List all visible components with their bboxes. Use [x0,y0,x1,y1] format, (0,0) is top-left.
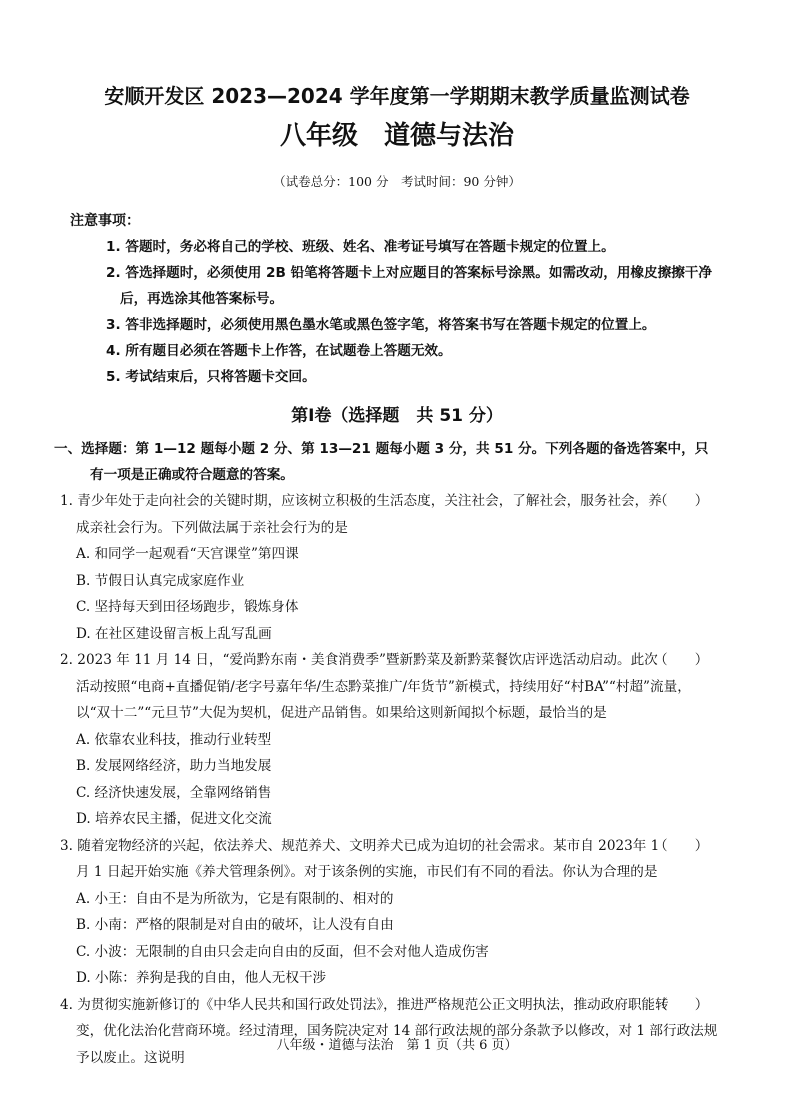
options [76,541,718,647]
option-c: C. 经济快速发展，全靠网络销售 [76,784,272,801]
note-item: 5. 考试结束后，只将答题卡交回。 [106,369,316,385]
option-b: B. 发展网络经济，助力当地发展 [76,758,272,774]
options [76,886,718,992]
note-item: 1. 答题时，务必将自己的学校、班级、姓名、准考证号填写在答题卡规定的位置上。 [106,239,615,255]
question-text: 4. 为贯彻实施新修订的《中华人民共和国行政处罚法》，推进严格规范公正文明执法，推动政府职能转变，优化法治化营商环境。经过清理，国务院决定对 14 部行政法规的部分条款予以修改，对 1 部行政法规予以废止。这说明 [60,996,718,1066]
question-stem [60,488,718,541]
question-text: 1. 青少年处于走向社会的关键时期，应该树立积极的生活态度，关注社会，了解社会，服务社会，养成亲社会行为。下列做法属于亲社会行为的是 [60,493,662,536]
answer-bracket: （ ） [654,996,709,1013]
question-2 [60,647,718,833]
section-instructions: 一、选择题：第 1—12 题每小题 2 分、第 13—21 题每小题 3 分，共 51 分。下列各题的备选答案中，只有一项是正确或符合题意的答案。 [54,441,709,483]
option-b: B. 小南：严格的限制是对自由的破坏，让人没有自由 [76,917,394,933]
option-a: A. 依靠农业科技，推动行业转型 [76,731,272,748]
notes-heading: 注意事项： [70,213,140,229]
section-title: 第Ⅰ卷（选择题 共 51 分） [291,406,503,426]
exam-title: 安顺开发区 2023—2024 学年度第一学期期末教学质量监测试卷 [104,84,690,108]
option-b: B. 节假日认真完成家庭作业 [76,572,245,589]
option-c: C. 坚持每天到田径场跑步，锻炼身体 [76,599,299,615]
option-d: D. 培养农民主播，促进文化交流 [76,811,272,827]
note-item: 2. 答选择题时，必须使用 2B 铅笔将答题卡上对应题目的答案标号涂黑。如需改动，用橡皮擦擦干净后，再选涂其他答案标号。 [106,265,712,307]
option-a: A. 和同学一起观看“天宫课堂”第四课 [76,546,299,562]
question-3 [60,833,718,992]
page-footer: 八年级・道德与法治 第 1 页（共 6 页） [276,1038,518,1053]
answer-bracket: （ ） [654,837,709,854]
notes-block [70,208,718,390]
note-item: 3. 答非选择题时，必须使用黑色墨水笔或黑色签字笔，将答案书写在答题卡规定的位置上。 [106,317,656,333]
option-d: D. 在社区建设留言板上乱写乱画 [76,625,272,642]
question-text: 3. 随着宠物经济的兴起，依法养犬、规范养犬、文明养犬已成为迫切的社会需求。某市自 2023年 1 月 1 日起开始实施《养犬管理条例》。对于该条例的实施，市民们有不同的看法。你认为合理的是 [60,837,660,880]
option-d: D. 小陈：养狗是我的自由，他人无权干涉 [76,970,327,986]
answer-bracket: （ ） [654,652,709,668]
question-stem [60,833,718,886]
question-text: 2. 2023 年 11 月 14 日，“爱尚黔东南・美食消费季”暨新黔菜及新黔菜餐饮店评选活动启动。此次活动按照“电商+直播促销/老字号嘉年华/生态黔菜推广/年货节”新模式，持续用好“村BA”“村超”流量，以“双十二”“元旦节”大促为契机，促进产品销售。如果给这则新闻拟个标题，最恰当的是 [60,652,691,721]
notes-list [76,234,718,390]
question-1 [60,488,718,647]
answer-bracket: （ ） [654,493,709,509]
question-stem [60,647,718,727]
question-4 [60,992,718,1072]
question-stem [60,992,718,1072]
note-item: 4. 所有题目必须在答题卡上作答，在试题卷上答题无效。 [106,343,452,359]
option-c: C. 小波：无限制的自由只会走向自由的反面，但不会对他人造成伤害 [76,943,489,960]
option-a: A. 小王：自由不是为所欲为，它是有限制的、相对的 [76,890,394,907]
options [76,727,718,833]
exam-subject: 八年级 道德与法治 [279,121,514,151]
exam-meta: （试卷总分：100 分 考试时间：90 分钟） [273,174,521,189]
